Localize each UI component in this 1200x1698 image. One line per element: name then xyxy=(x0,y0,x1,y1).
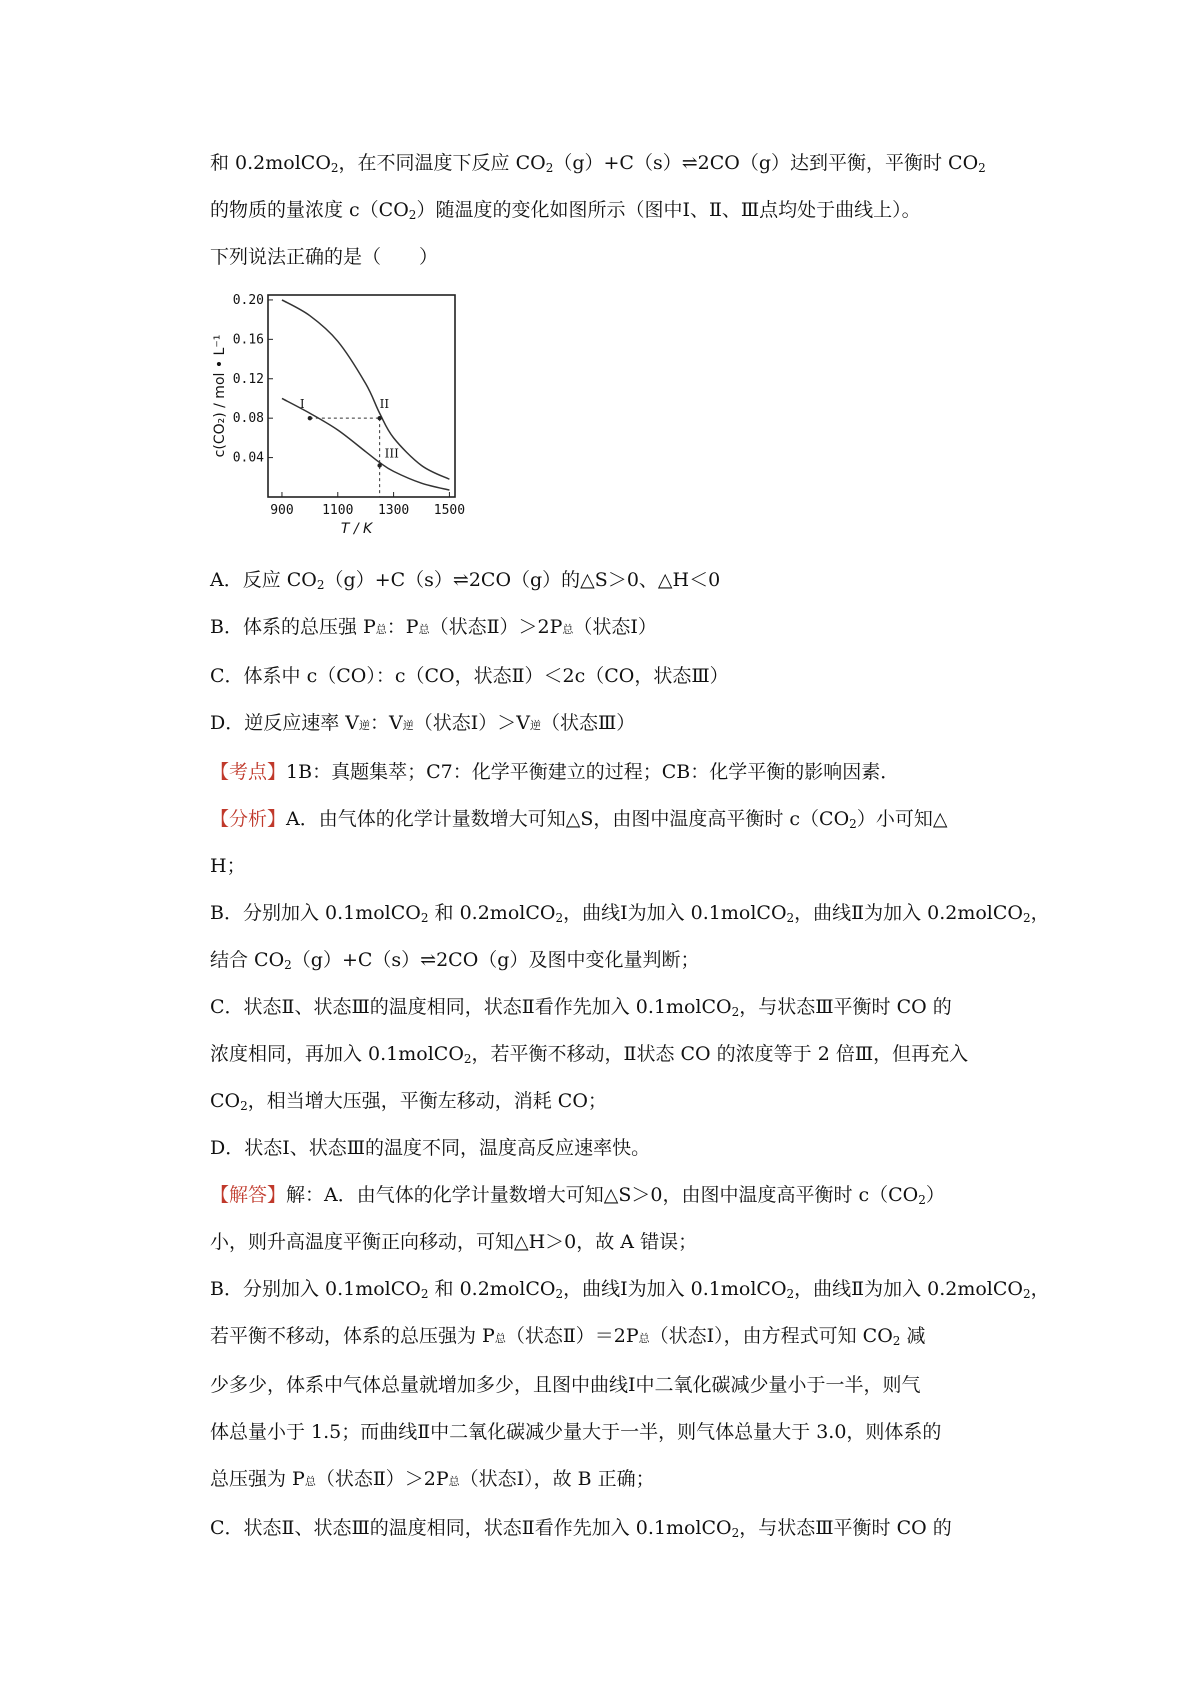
subscript: 2 xyxy=(420,1287,429,1301)
subscript: 2 xyxy=(786,1287,795,1301)
y-tick-label: 0.08 xyxy=(232,411,264,427)
subscript-text: 总 xyxy=(638,1332,650,1345)
text: （g）+C（s）⇌2CO（g）的△S＞0、△H＜0 xyxy=(324,569,721,591)
text: A．反应 CO xyxy=(210,569,317,591)
x-tick-label: 1100 xyxy=(322,503,354,518)
jieda-line-2 xyxy=(210,1229,1040,1256)
text: （状态Ⅰ） xyxy=(573,616,657,638)
text: B．分别加入 0.1molCO xyxy=(210,902,421,924)
text: C．状态Ⅱ、状态Ⅲ的温度相同，状态Ⅱ看作先加入 0.1molCO xyxy=(210,1517,732,1539)
text: B．体系的总压强 P xyxy=(210,616,376,638)
fenxi-line-8 xyxy=(210,1135,1040,1162)
subscript: 2 xyxy=(786,911,795,925)
subscript-text: 逆 xyxy=(529,719,541,732)
text: ，曲线Ⅰ为加入 0.1molCO xyxy=(563,1278,787,1300)
text: ，曲线Ⅰ为加入 0.1molCO xyxy=(563,902,787,924)
subscript-text: 总 xyxy=(375,623,387,636)
text: ：P xyxy=(386,616,419,638)
y-tick-label: 0.16 xyxy=(232,332,264,348)
text: 和 0.2molCO xyxy=(428,902,556,924)
text: 解：A．由气体的化学计量数增大可知△S＞0，由图中温度高平衡时 c（CO xyxy=(286,1184,919,1206)
text: 和 0.2molCO xyxy=(428,1278,556,1300)
text: （状态Ⅲ） xyxy=(540,712,636,734)
text: 减 xyxy=(900,1325,926,1347)
text: （状态Ⅰ），由方程式可知 CO xyxy=(649,1325,893,1347)
jieda-line-4 xyxy=(210,1323,1040,1352)
fenxi-line-6 xyxy=(210,1041,1040,1068)
subscript: 2 xyxy=(555,911,564,925)
jieda-line-5 xyxy=(210,1372,1040,1399)
text: 1B：真题集萃；C7：化学平衡建立的过程；CB：化学平衡的影响因素． xyxy=(286,761,900,783)
subscript-text: 总 xyxy=(562,623,574,636)
option-c xyxy=(210,663,1040,690)
y-axis-label: c(CO₂) / mol • L⁻¹ xyxy=(212,334,228,458)
text: （状态Ⅱ）＞2P xyxy=(429,616,563,638)
subscript-text: 总 xyxy=(418,623,430,636)
text: ， xyxy=(1030,902,1050,924)
text: ，在不同温度下反应 CO xyxy=(338,152,546,174)
x-tick-label: 900 xyxy=(270,503,294,518)
kaodian-line xyxy=(210,759,1040,786)
option-a xyxy=(210,567,1040,594)
point-marker xyxy=(308,416,312,420)
section-tag: 【考点】 xyxy=(210,761,287,783)
document-body xyxy=(210,150,1050,1562)
point-label: I xyxy=(299,397,305,412)
text: （状态Ⅱ）＝2P xyxy=(505,1325,639,1347)
fenxi-line-7 xyxy=(210,1088,1040,1115)
text: ）小可知△ xyxy=(856,808,948,830)
series-line-2 xyxy=(282,398,449,490)
point-label: III xyxy=(384,446,399,461)
chart-figure xyxy=(210,289,1040,551)
fenxi-line-2 xyxy=(210,853,1040,880)
point-marker xyxy=(377,463,381,467)
subscript-text: 逆 xyxy=(402,719,414,732)
subscript: 2 xyxy=(731,1526,740,1540)
plot-frame xyxy=(268,295,455,497)
text: 若平衡不移动，体系的总压强为 P xyxy=(210,1325,495,1347)
subscript: 2 xyxy=(463,1052,472,1066)
fenxi-line-3 xyxy=(210,900,1050,927)
subscript: 2 xyxy=(1023,911,1031,925)
point-marker xyxy=(377,416,381,420)
text: 小，则升高温度平衡正向移动，可知△H＞0，故 A 错误； xyxy=(210,1231,698,1253)
text: H； xyxy=(210,855,246,877)
subscript: 2 xyxy=(918,1193,926,1207)
jieda-line-7 xyxy=(210,1466,1040,1495)
text: CO xyxy=(210,1090,241,1112)
y-tick-label: 0.04 xyxy=(232,450,264,466)
text: （状态Ⅱ）＞2P xyxy=(315,1468,449,1490)
subscript: 2 xyxy=(316,578,325,592)
question-line-1 xyxy=(210,150,1040,177)
text: B．分别加入 0.1molCO xyxy=(210,1278,421,1300)
text: C．体系中 c（CO）：c（CO，状态Ⅱ）＜2c（CO，状态Ⅲ） xyxy=(210,665,729,687)
subscript: 2 xyxy=(330,161,339,175)
text: 体总量小于 1.5；而曲线Ⅱ中二氧化碳减少量大于一半，则气体总量大于 3.0，则体系的 xyxy=(210,1421,942,1443)
text: ） xyxy=(925,1184,945,1206)
fenxi-line-1 xyxy=(210,806,1040,833)
jieda-line-8 xyxy=(210,1515,1040,1542)
text: A．由气体的化学计量数增大可知△S，由图中温度高平衡时 c（CO xyxy=(286,808,850,830)
subscript: 2 xyxy=(1023,1287,1031,1301)
subscript: 2 xyxy=(284,958,292,972)
text: 和 0.2molCO xyxy=(210,152,331,174)
subscript: 2 xyxy=(731,1005,740,1019)
jieda-line-1 xyxy=(210,1182,1040,1209)
text: ：V xyxy=(370,712,403,734)
text: ）随温度的变化如图所示（图中Ⅰ、Ⅱ、Ⅲ点均处于曲线上）。 xyxy=(416,199,921,221)
subscript-text: 逆 xyxy=(359,719,370,732)
text: ，与状态Ⅲ平衡时 CO 的 xyxy=(739,996,952,1018)
fenxi-line-5 xyxy=(210,994,1040,1021)
option-d xyxy=(210,710,1040,739)
jieda-line-3 xyxy=(210,1276,1050,1303)
text: （g）+C（s）⇌2CO（g）达到平衡，平衡时 CO xyxy=(553,152,979,174)
question-line-2 xyxy=(210,197,1040,224)
text: D．状态Ⅰ、状态Ⅲ的温度不同，温度高反应速率快。 xyxy=(210,1137,651,1159)
x-axis-label: T / K xyxy=(340,521,373,537)
y-tick-label: 0.20 xyxy=(232,292,264,308)
section-tag: 【分析】 xyxy=(210,808,287,830)
x-tick-label: 1300 xyxy=(377,503,410,518)
subscript-text: 总 xyxy=(448,1475,460,1488)
subscript-text: 总 xyxy=(494,1332,506,1345)
text: C．状态Ⅱ、状态Ⅲ的温度相同，状态Ⅱ看作先加入 0.1molCO xyxy=(210,996,732,1018)
text: （状态Ⅰ），故 B 正确； xyxy=(459,1468,655,1490)
subscript: 2 xyxy=(978,161,986,175)
point-label: II xyxy=(379,397,390,412)
chart-lines xyxy=(282,300,449,490)
subscript: 2 xyxy=(408,208,417,222)
co2-temperature-chart xyxy=(210,289,510,551)
text: D．逆反应速率 V xyxy=(210,712,359,734)
subscript: 2 xyxy=(545,161,554,175)
text: 总压强为 P xyxy=(210,1468,305,1490)
text: ，若平衡不移动，Ⅱ状态 CO 的浓度等于 2 倍Ⅲ，但再充入 xyxy=(471,1043,969,1065)
text: ，曲线Ⅱ为加入 0.2molCO xyxy=(794,1278,1023,1300)
text: 的物质的量浓度 c（CO xyxy=(210,199,409,221)
text: ，与状态Ⅲ平衡时 CO 的 xyxy=(739,1517,952,1539)
text: ，相当增大压强，平衡左移动，消耗 CO； xyxy=(247,1090,607,1112)
text: ， xyxy=(1030,1278,1050,1300)
subscript: 2 xyxy=(420,911,429,925)
text: 浓度相同，再加入 0.1molCO xyxy=(210,1043,464,1065)
chart-text xyxy=(212,293,465,537)
subscript: 2 xyxy=(849,817,857,831)
fenxi-line-4 xyxy=(210,947,1040,974)
text: 下列说法正确的是（ ） xyxy=(210,246,439,268)
section-tag: 【解答】 xyxy=(210,1184,287,1206)
jieda-line-6 xyxy=(210,1419,1040,1446)
option-b xyxy=(210,614,1040,643)
chart-axes xyxy=(268,295,455,497)
subscript: 2 xyxy=(240,1099,248,1113)
x-tick-label: 1500 xyxy=(433,503,466,518)
subscript: 2 xyxy=(892,1334,901,1348)
subscript: 2 xyxy=(555,1287,564,1301)
y-tick-label: 0.12 xyxy=(232,371,264,387)
text: 少多少，体系中气体总量就增加多少，且图中曲线Ⅰ中二氧化碳减少量小于一半，则气 xyxy=(210,1374,921,1396)
question-line-3 xyxy=(210,244,1040,271)
text: ，曲线Ⅱ为加入 0.2molCO xyxy=(794,902,1023,924)
text: 结合 CO xyxy=(210,949,285,971)
subscript-text: 总 xyxy=(304,1475,316,1488)
text: （g）+C（s）⇌2CO（g）及图中变化量判断； xyxy=(291,949,700,971)
text: （状态Ⅰ）＞V xyxy=(413,712,530,734)
